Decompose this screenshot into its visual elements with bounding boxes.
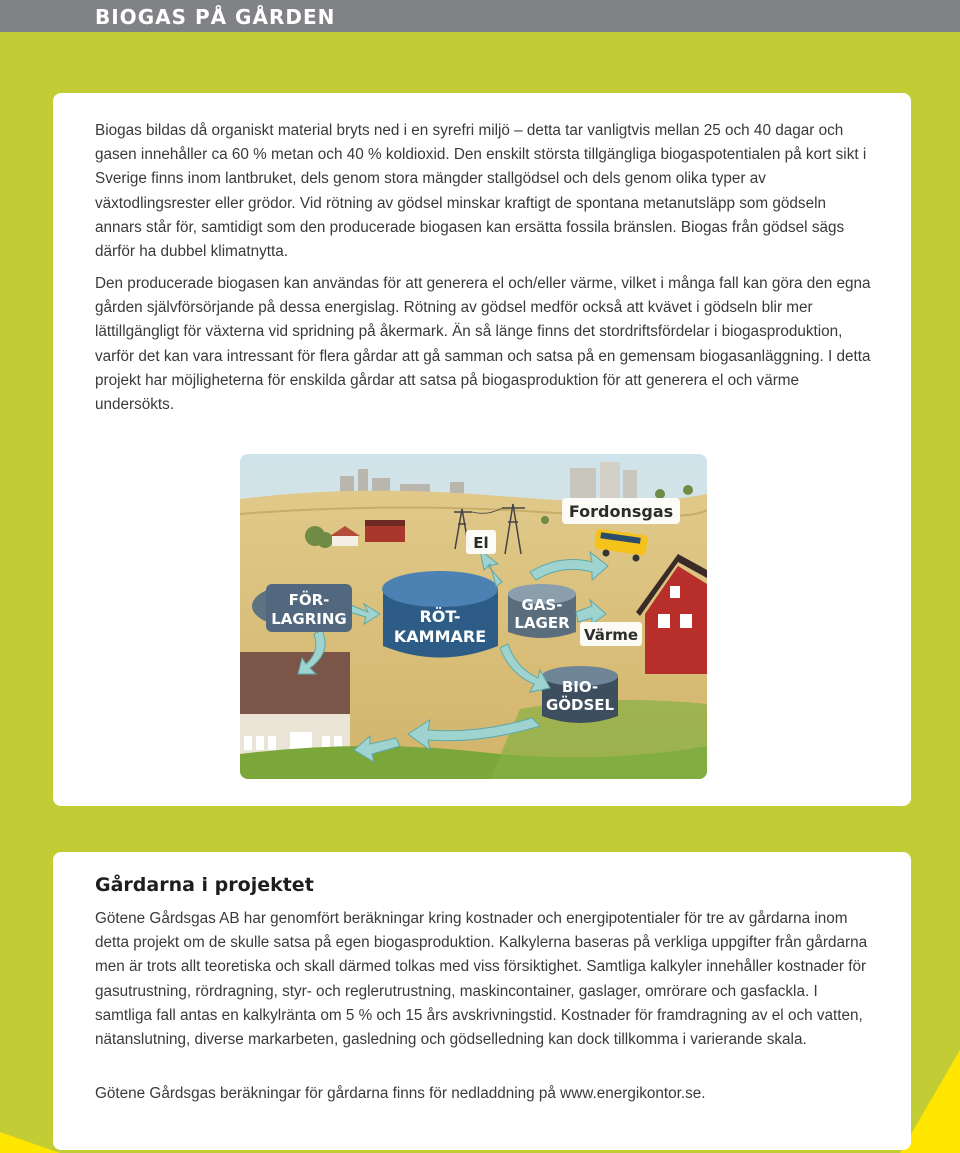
varme-label: Värme (583, 626, 639, 644)
farms-paragraph-1: Götene Gårdsgas AB har genomfört beräkningar kring kostnader och energipotentialer för tre av gårdarna inom detta projekt om de skulle satsa på egen biogasproduktion. Kalkylerna baseras på verkliga uppgifter från gårdarna men är trots allt teoretiska och skall därmed tolkas med viss försiktighet. Samtliga kalkyler innehåller kostnader för gasutrustning, rördragning, styr- och reglerutrustning, maskincontainer, gaslager, omrörare och gasfackla. I samtliga fall antas en kalkylränta om 5 % och 15 års avskrivningstid. Kostnader för framdragning av el och vatten, nätanslutning, diverse markarbeten, gasledning och gödselledning kan dock tillkomma i varierande skala. (95, 910, 868, 1049)
farms-paragraph-2: Götene Gårdsgas beräkningar för gårdarna finns för nedladdning på www.energikontor.se. (95, 1085, 706, 1102)
forlagring-label-1: FÖR- (288, 591, 330, 609)
farm-house (240, 652, 350, 759)
rotkammare-label-1: RÖT- (419, 607, 461, 626)
page-title: BIOGAS PÅ GÅRDEN (95, 5, 336, 29)
intro-paragraph-2: Den producerade biogasen kan användas för att generera el och/eller värme, vilket i många fall kan göra den egna gården självförsörjande på dessa energislag. Rötning av gödsel medför också att kvävet i gödseln blir mer lättillgängligt för växterna vid spridning på åkermark. Än så länge finns det stordriftsfördelar i biogasproduktion, varför det kan vara intressant för flera gårdar att gå samman och satsa på en gemensam biogasanläggning. I detta projekt har möjligheterna för enskilda gårdar att satsa på biogasproduktion för att generera el och värme undersökts. (95, 275, 871, 414)
intro-paragraph-1: Biogas bildas då organiskt material bryts ned i en syrefri miljö – detta tar vanligtvis mellan 25 och 40 dagar och gasen innehåller ca 60 % metan och 40 % koldioxid. Den enskilt största tillgängliga biogaspotentialen på kort sikt i Sverige finns inom lantbruket, dels genom stora mängder stallgödsel och dels genom olika typer av växtodlingsrester eller grödor. Vid rötning av gödsel minskar kraftigt de spontana metanutsläpp som gödseln annars står för, samtidigt som den producerade biogasen kan ersätta fossila bränslen. Biogas från gödsel sägs därför ha dubbel klimatnytta. (95, 122, 867, 261)
biogodsel-label-1: BIO- (561, 678, 599, 696)
label-varme (580, 622, 642, 646)
label-forlagring (266, 584, 352, 632)
biogas-process-illustration (240, 454, 707, 779)
rotkammare-label-2: KAMMARE (393, 627, 487, 646)
label-el (466, 530, 496, 554)
forlagring-label-2: LAGRING (271, 610, 347, 628)
farms-card (53, 852, 911, 1150)
label-fordonsgas (562, 498, 680, 524)
biogodsel-label-2: GÖDSEL (545, 696, 615, 714)
section-heading: Gårdarna i projektet (95, 874, 314, 896)
el-label: El (473, 534, 489, 552)
fordonsgas-label: Fordonsgas (568, 502, 674, 521)
header-bar (0, 0, 960, 32)
gaslager-label-1: GAS- (521, 596, 563, 614)
gaslager-label-2: LAGER (514, 614, 570, 632)
intro-card (53, 93, 911, 806)
